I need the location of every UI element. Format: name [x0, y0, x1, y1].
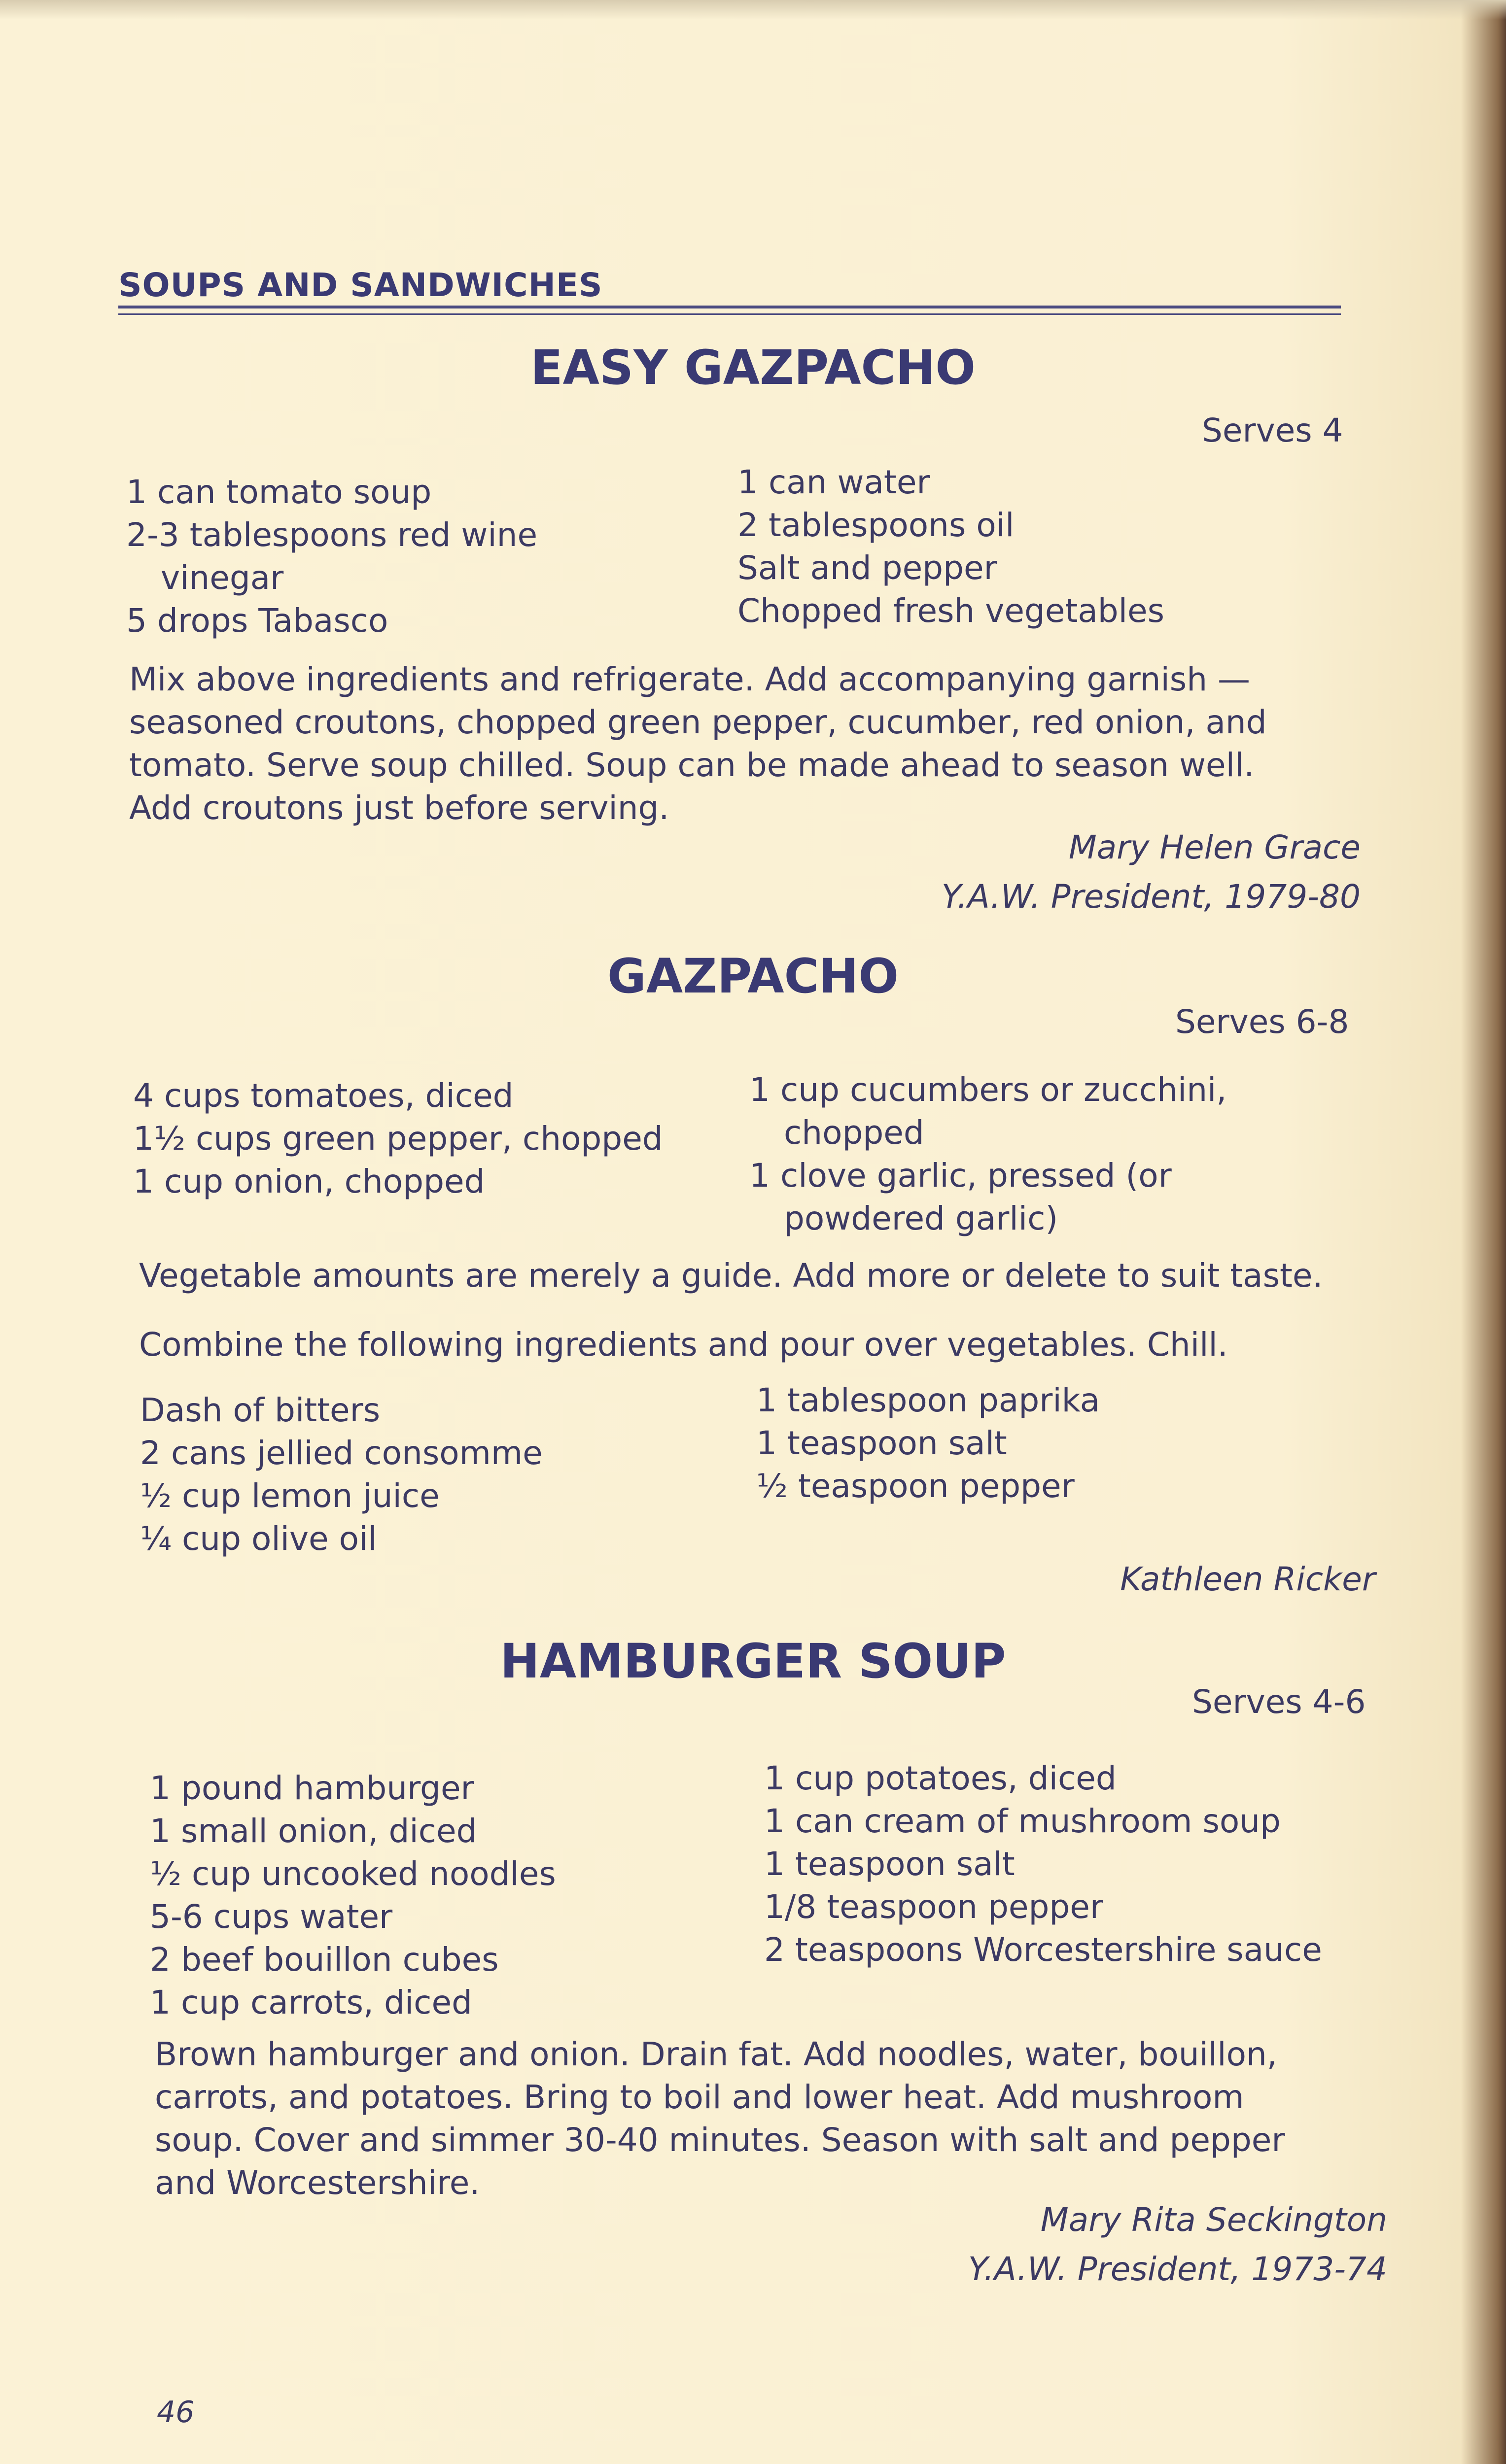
- ingredient: powdered garlic): [784, 1199, 1058, 1237]
- ingredient: 1 cup carrots, diced: [150, 1984, 472, 2021]
- ingredient: ½ teaspoon pepper: [756, 1467, 1075, 1505]
- ingredient: chopped: [784, 1114, 924, 1152]
- ingredient: 1½ cups green pepper, chopped: [133, 1120, 663, 1158]
- serves-gazpacho: Serves 6-8: [1175, 1003, 1349, 1041]
- ingredient: 1/8 teaspoon pepper: [764, 1888, 1104, 1926]
- ingredient: 1 pound hamburger: [150, 1769, 474, 1807]
- header-rule: [118, 306, 1341, 308]
- ingredient: vinegar: [161, 559, 284, 597]
- author-name: Mary Helen Grace: [1068, 828, 1361, 866]
- ingredient: 1 teaspoon salt: [756, 1424, 1007, 1462]
- direction-line: and Worcestershire.: [155, 2164, 480, 2202]
- recipe-title-gazpacho: GAZPACHO: [607, 949, 899, 1004]
- ingredients-right-gazpacho: [749, 1068, 1226, 1240]
- ingredient: Salt and pepper: [737, 549, 997, 587]
- ingredient: 1 small onion, diced: [150, 1812, 477, 1850]
- note-gazpacho-amounts: Vegetable amounts are merely a guide. Add more or delete to suit taste.: [139, 1257, 1323, 1295]
- direction-line: carrots, and potatoes. Bring to boil and lower heat. Add mushroom: [155, 2078, 1244, 2116]
- dressing-left-gazpacho: [140, 1389, 543, 1560]
- direction-line: Brown hamburger and onion. Drain fat. Add noodles, water, bouillon,: [155, 2035, 1277, 2073]
- direction-line: tomato. Serve soup chilled. Soup can be made ahead to season well.: [129, 746, 1255, 784]
- ingredient: 2-3 tablespoons red wine: [126, 516, 538, 554]
- signature-gazpacho: [685, 1555, 1375, 1604]
- directions-hamburger-soup: [155, 2033, 1417, 2204]
- ingredient: 4 cups tomatoes, diced: [133, 1077, 514, 1115]
- signature-hamburger-soup: [697, 2195, 1387, 2294]
- recipe-title-easy-gazpacho: EASY GAZPACHO: [530, 340, 976, 395]
- direction-line: soup. Cover and simmer 30-40 minutes. Season with salt and pepper: [155, 2121, 1285, 2159]
- dressing-right-gazpacho: [756, 1379, 1100, 1507]
- ingredients-right-hamburger-soup: [764, 1757, 1322, 1971]
- ingredient: ¼ cup olive oil: [140, 1520, 377, 1558]
- ingredient: ½ cup uncooked noodles: [150, 1855, 556, 1893]
- ingredients-left-gazpacho: [133, 1074, 663, 1203]
- direction-line: Add croutons just before serving.: [129, 789, 669, 827]
- ingredient: 1 teaspoon salt: [764, 1845, 1015, 1883]
- direction-line: seasoned croutons, chopped green pepper, cucumber, red onion, and: [129, 703, 1267, 741]
- note-gazpacho-combine: Combine the following ingredients and pour over vegetables. Chill.: [139, 1326, 1228, 1364]
- author-title: Y.A.W. President, 1979-80: [941, 878, 1361, 916]
- ingredient: Dash of bitters: [140, 1391, 381, 1429]
- author-name: Kathleen Ricker: [1120, 1560, 1375, 1598]
- ingredient: 5-6 cups water: [150, 1898, 393, 1936]
- recipe-title-hamburger-soup: HAMBURGER SOUP: [500, 1634, 1006, 1689]
- ingredient: 2 cans jellied consomme: [140, 1434, 543, 1472]
- page-number: 46: [157, 2395, 195, 2430]
- page-edge-shadow: [0, 0, 1506, 20]
- ingredients-right-easy-gazpacho: [737, 461, 1164, 632]
- ingredient: 1 cup potatoes, diced: [764, 1759, 1117, 1797]
- ingredient: 1 clove garlic, pressed (or: [749, 1157, 1172, 1195]
- section-header: SOUPS AND SANDWICHES: [118, 266, 603, 304]
- ingredient: 1 tablespoon paprika: [756, 1381, 1100, 1419]
- ingredient: ½ cup lemon juice: [140, 1477, 440, 1515]
- author-title: Y.A.W. President, 1973-74: [968, 2250, 1387, 2288]
- serves-hamburger-soup: Serves 4-6: [1192, 1683, 1366, 1721]
- author-name: Mary Rita Seckington: [1040, 2201, 1387, 2239]
- serves-easy-gazpacho: Serves 4: [1202, 411, 1343, 449]
- ingredient: 2 tablespoons oil: [737, 506, 1015, 544]
- directions-easy-gazpacho: [129, 658, 1391, 829]
- ingredient: 1 can cream of mushroom soup: [764, 1802, 1281, 1840]
- direction-line: Mix above ingredients and refrigerate. Add accompanying garnish —: [129, 660, 1251, 698]
- signature-easy-gazpacho: [670, 823, 1361, 922]
- header-rule-thin: [118, 313, 1341, 315]
- ingredient: 5 drops Tabasco: [126, 602, 388, 640]
- ingredient: 2 teaspoons Worcestershire sauce: [764, 1931, 1322, 1969]
- ingredient: 1 cup cucumbers or zucchini,: [749, 1071, 1227, 1109]
- ingredient: 1 can tomato soup: [126, 473, 432, 511]
- ingredient: 1 can water: [737, 463, 930, 501]
- ingredients-left-easy-gazpacho: [126, 471, 537, 642]
- ingredient: 2 beef bouillon cubes: [150, 1941, 499, 1979]
- ingredients-left-hamburger-soup: [150, 1767, 556, 2024]
- ingredient: Chopped fresh vegetables: [737, 592, 1164, 630]
- ingredient: 1 cup onion, chopped: [133, 1163, 485, 1200]
